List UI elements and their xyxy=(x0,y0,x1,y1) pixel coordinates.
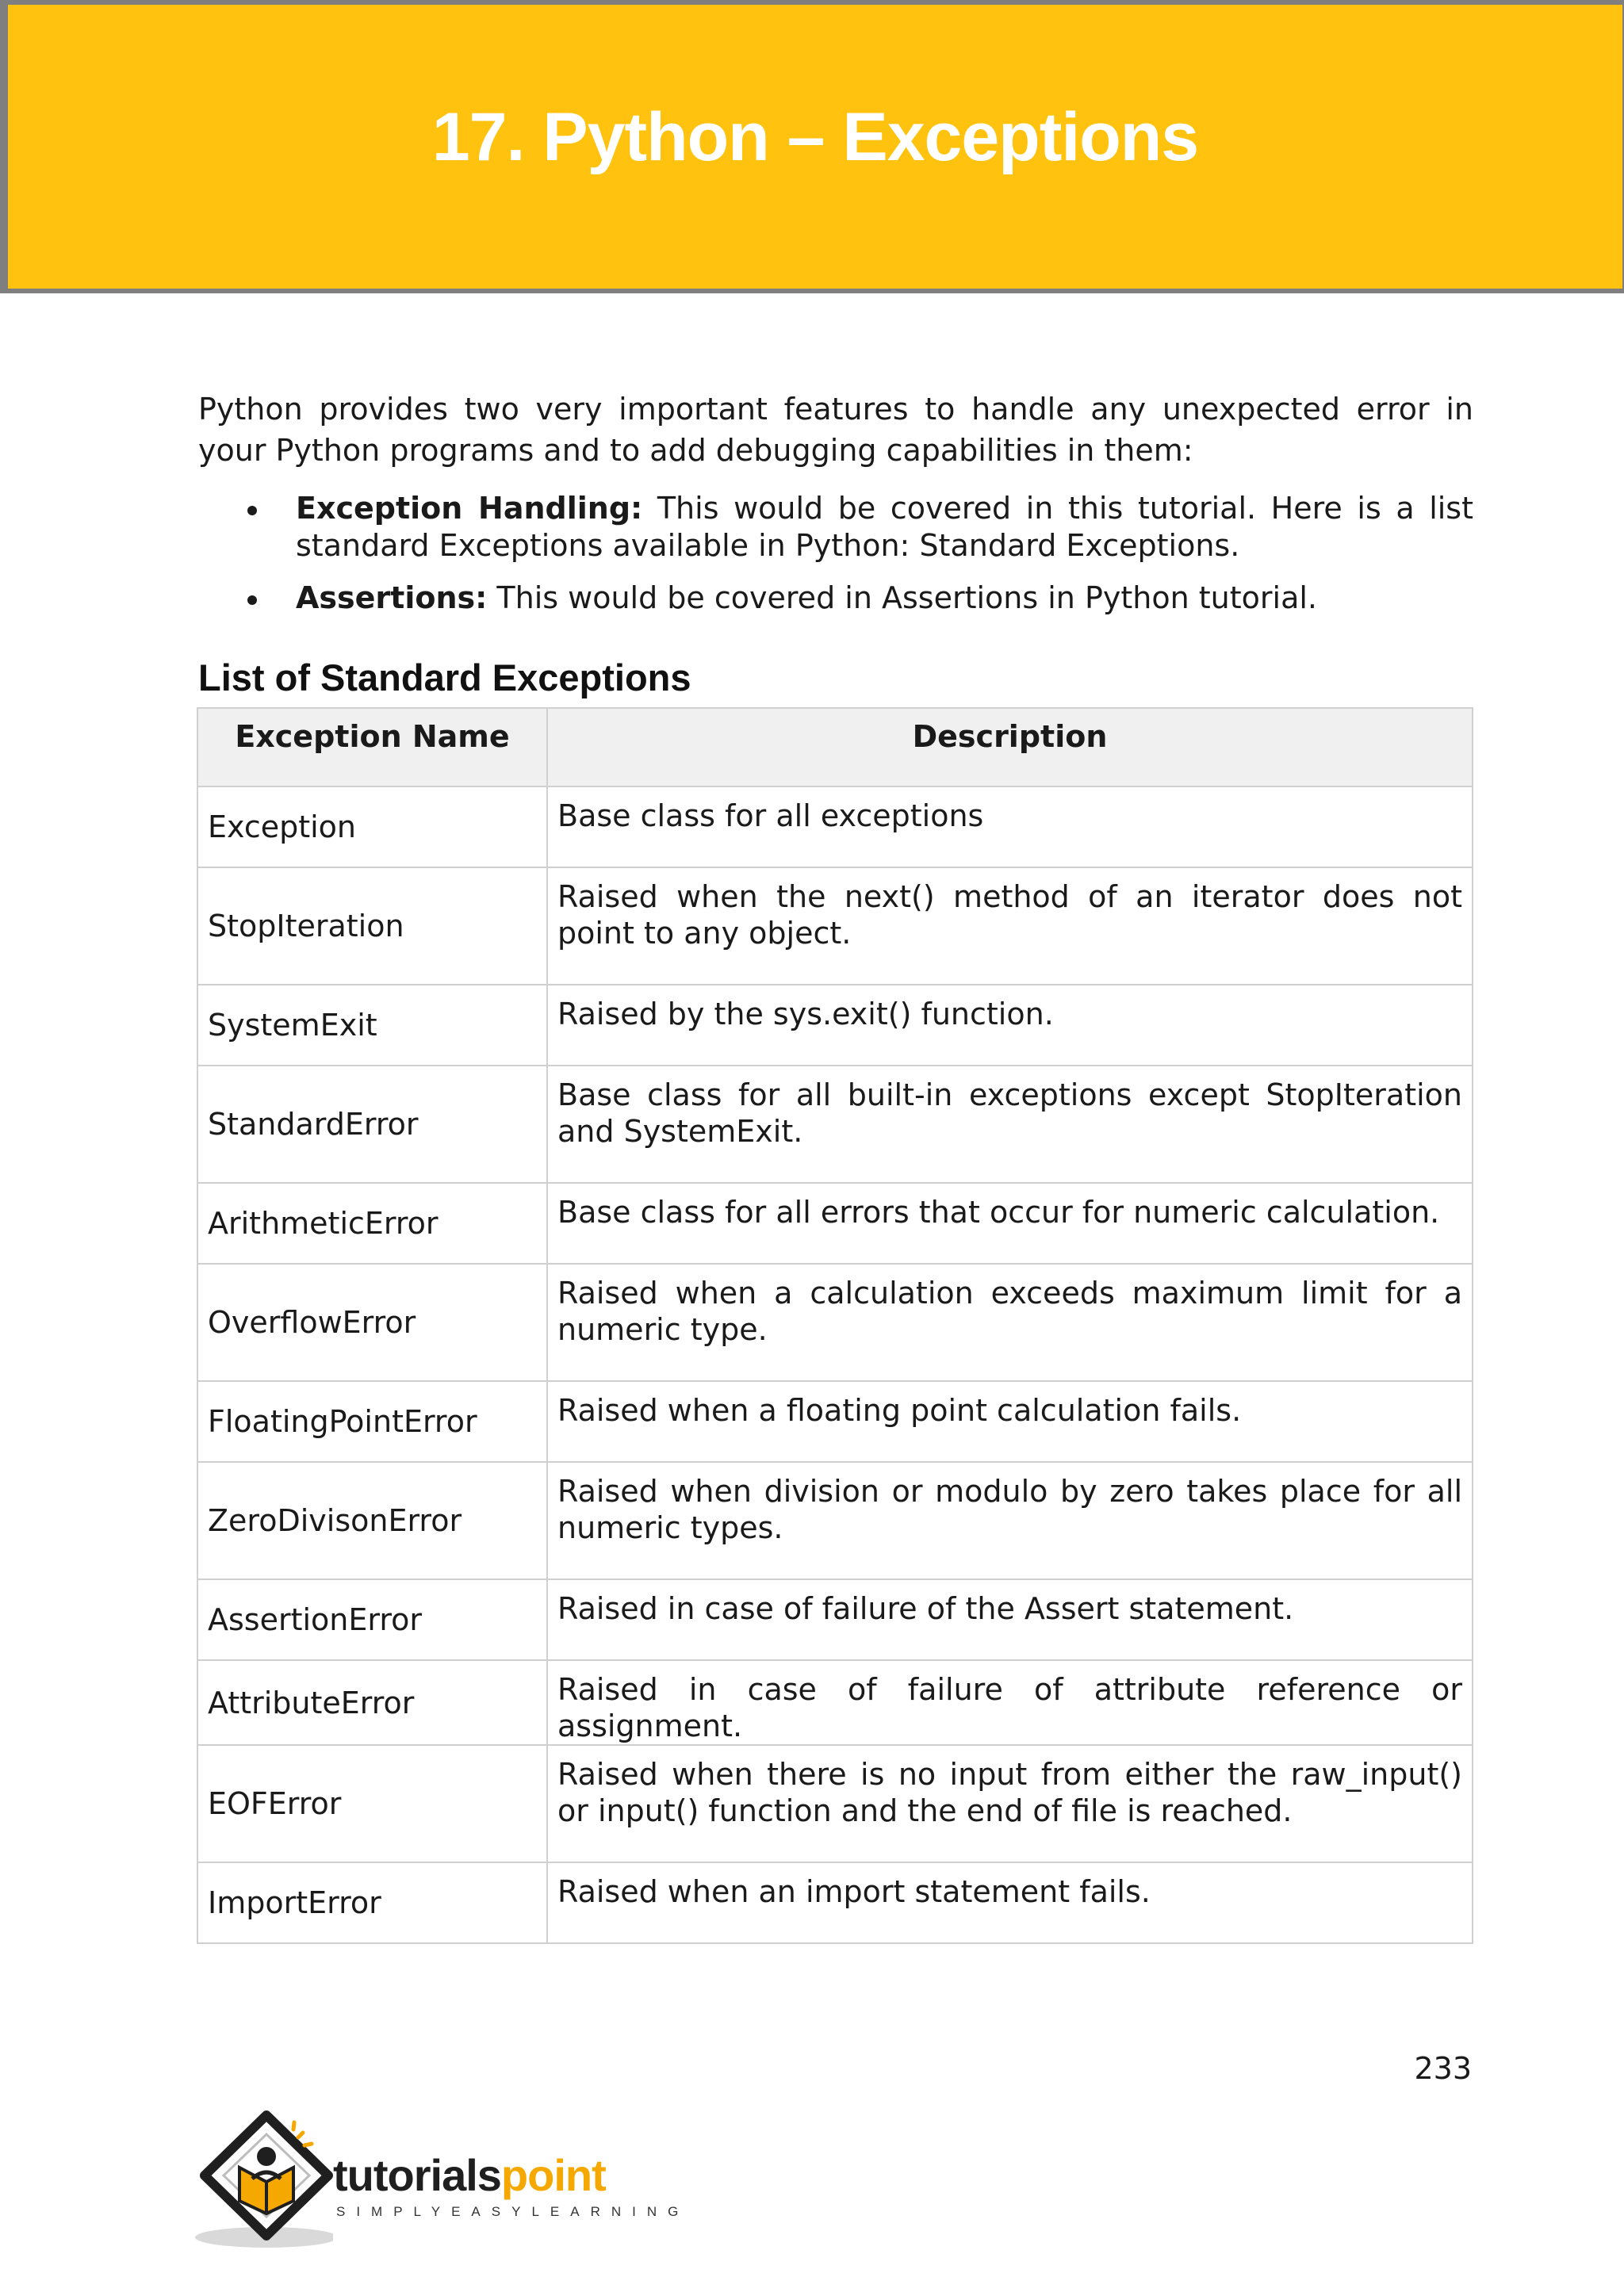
exception-name-cell: FloatingPointError xyxy=(197,1381,547,1462)
table-row xyxy=(197,1660,1473,1745)
table-row xyxy=(197,867,1473,985)
description-cell: Raised when a floating point calculation fails. xyxy=(547,1381,1473,1462)
table-row xyxy=(197,1183,1473,1264)
bullet-icon xyxy=(247,506,257,515)
description-cell: Raised when there is no input from either the raw_input() or input() function and the end of file is reached. xyxy=(547,1745,1473,1862)
intro-paragraph: Python provides two very important features to handle any unexpected error in your Python programs and to add debugging capabilities in them: xyxy=(198,392,1473,468)
table-row xyxy=(197,1381,1473,1462)
bullet-term: Exception Handling: xyxy=(296,491,643,526)
table-row xyxy=(197,985,1473,1066)
exception-name-cell: ZeroDivisonError xyxy=(197,1462,547,1579)
exception-name-cell: AttributeError xyxy=(197,1660,547,1745)
header-description: Description xyxy=(547,708,1473,786)
feature-list xyxy=(198,490,1473,632)
exception-name-cell: Exception xyxy=(197,786,547,867)
exceptions-table xyxy=(197,707,1473,1944)
exception-name-cell: StopIteration xyxy=(197,867,547,985)
list-item-exception-handling xyxy=(198,490,1473,564)
chapter-banner xyxy=(0,0,1624,293)
description-cell: Raised in case of failure of the Assert statement. xyxy=(547,1579,1473,1660)
logo-word-tutorials: tutorials xyxy=(333,2150,501,2200)
description-cell: Raised when an import statement fails. xyxy=(547,1862,1473,1943)
exception-name-cell: SystemExit xyxy=(197,985,547,1066)
table-row xyxy=(197,1264,1473,1381)
description-cell: Base class for all errors that occur for numeric calculation. xyxy=(547,1183,1473,1264)
bullet-icon xyxy=(247,595,257,605)
description-cell: Raised in case of failure of attribute reference or assignment. xyxy=(547,1660,1473,1745)
logo-wordmark xyxy=(333,2152,606,2199)
logo-word-point: point xyxy=(500,2150,606,2200)
tutorialspoint-logo xyxy=(193,2109,701,2252)
exception-name-cell: EOFError xyxy=(197,1745,547,1862)
section-heading: List of Standard Exceptions xyxy=(198,656,691,698)
exception-name-cell: AssertionError xyxy=(197,1579,547,1660)
description-cell: Raised when the next() method of an iterator does not point to any object. xyxy=(547,867,1473,985)
table-row xyxy=(197,1745,1473,1862)
table-header-row xyxy=(197,708,1473,786)
bullet-text: This would be covered in Assertions in Python tutorial. xyxy=(487,580,1317,615)
table-row xyxy=(197,1579,1473,1660)
table-row xyxy=(197,1462,1473,1579)
bullet-text: This would be covered in this tutorial. Here is a list standard Exceptions available in Python: Standard Exceptions. xyxy=(296,491,1474,563)
exception-name-cell: ArithmeticError xyxy=(197,1183,547,1264)
exception-name-cell: OverflowError xyxy=(197,1264,547,1381)
bullet-term: Assertions: xyxy=(296,580,488,615)
description-cell: Raised by the sys.exit() function. xyxy=(547,985,1473,1066)
chapter-title: 17. Python – Exceptions xyxy=(431,99,1199,175)
list-item-assertions xyxy=(198,580,1473,617)
description-cell: Raised when division or modulo by zero takes place for all numeric types. xyxy=(547,1462,1473,1579)
exception-name-cell: ImportError xyxy=(197,1862,547,1943)
logo-mark-icon xyxy=(193,2109,333,2252)
header-exception-name: Exception Name xyxy=(197,708,547,786)
table-row xyxy=(197,1862,1473,1943)
description-cell: Base class for all exceptions xyxy=(547,786,1473,867)
table-row xyxy=(197,1066,1473,1183)
logo-tagline: SIMPLYEASYLEARNING xyxy=(336,2204,690,2219)
description-cell: Base class for all built-in exceptions except StopIteration and SystemExit. xyxy=(547,1066,1473,1183)
table-row xyxy=(197,786,1473,867)
description-cell: Raised when a calculation exceeds maximum limit for a numeric type. xyxy=(547,1264,1473,1381)
page-number: 233 xyxy=(1414,2051,1472,2086)
exception-name-cell: StandardError xyxy=(197,1066,547,1183)
